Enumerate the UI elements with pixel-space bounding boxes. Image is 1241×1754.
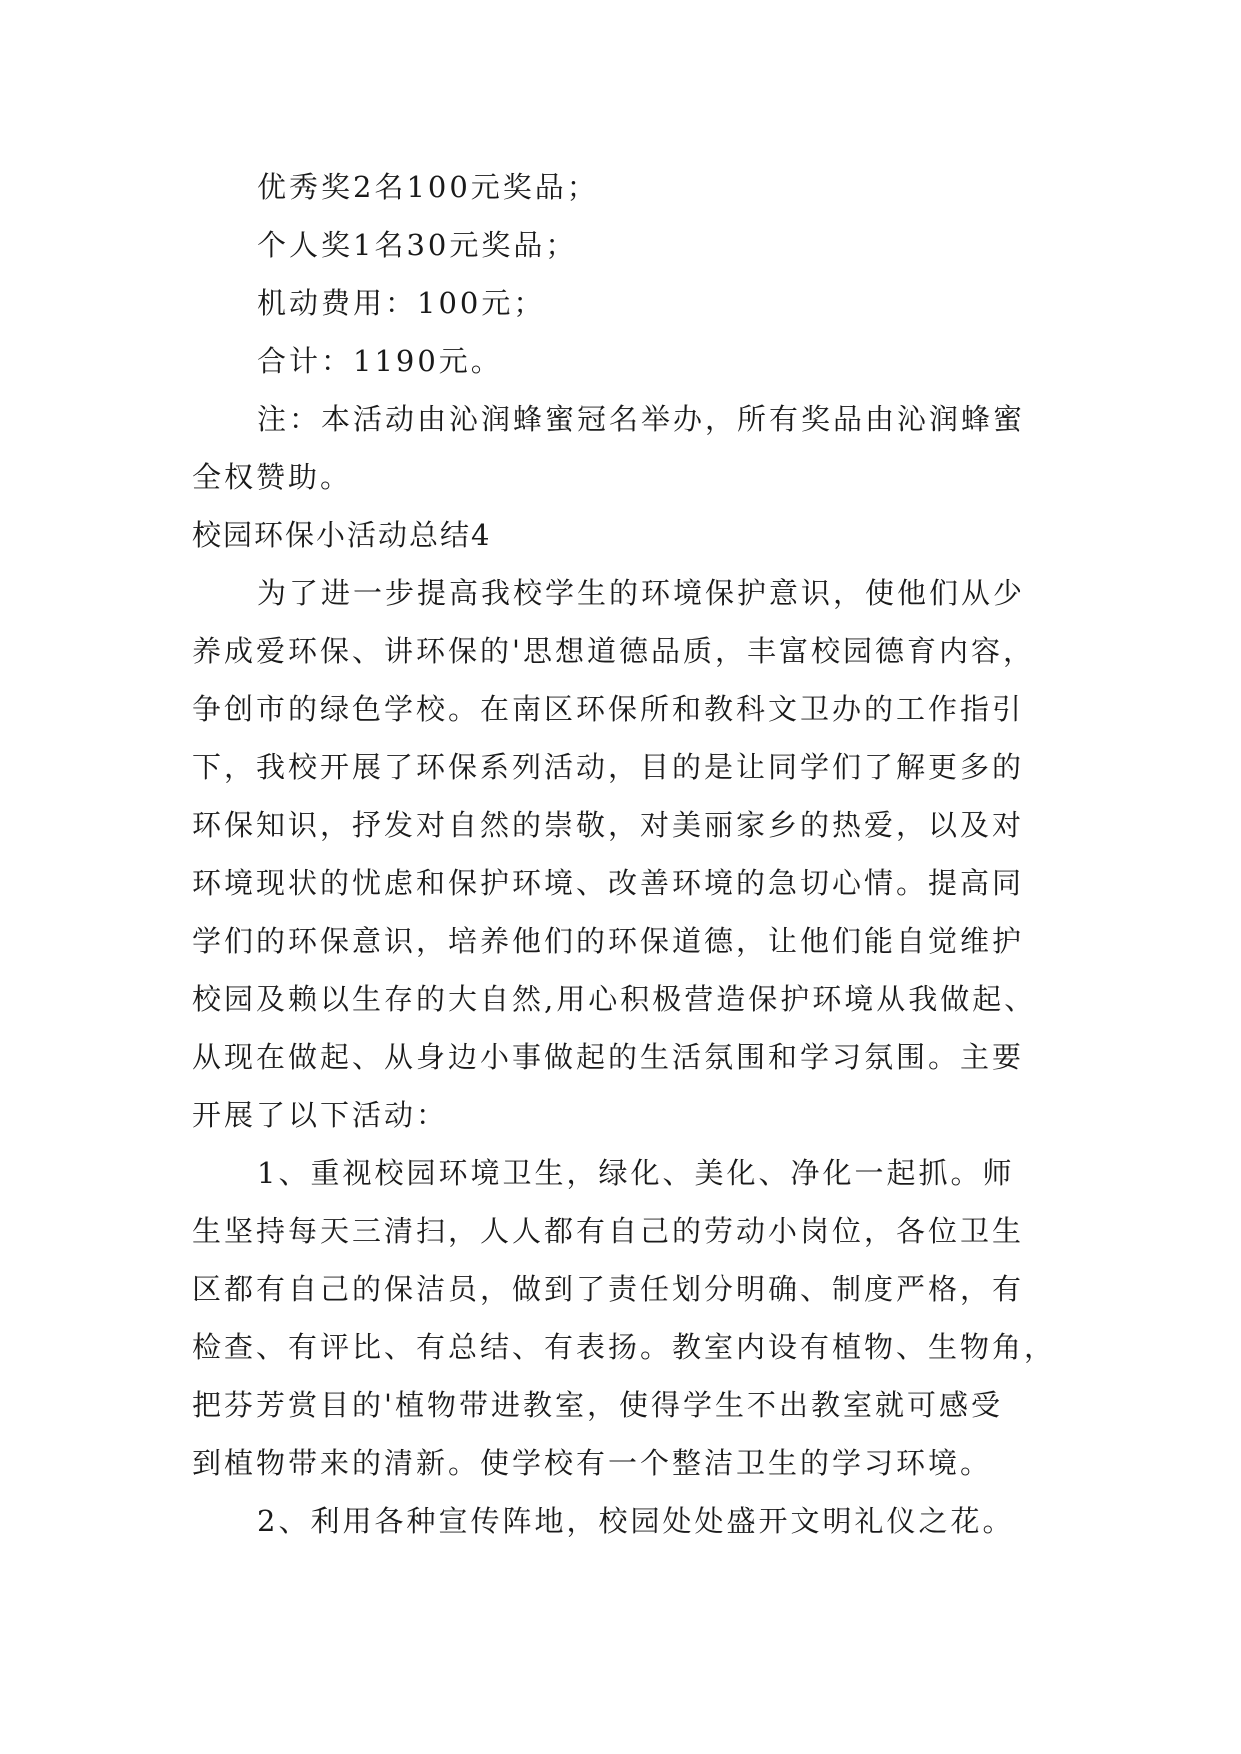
text-line: 养成爱环保、讲环保的'思想道德品质，丰富校园德育内容， [192,634,1035,668]
text-line: 争创市的绿色学校。在南区环保所和教科文卫办的工作指引 [192,692,1025,726]
document-body [192,158,1072,1550]
text-line: 2、利用各种宣传阵地，校园处处盛开文明礼仪之花。 [257,1504,1015,1538]
text-line: 下，我校开展了环保系列活动，目的是让同学们了解更多的 [192,750,1025,784]
text-line: 机动费用：100元； [257,286,546,320]
text-line: 合计：1190元。 [257,344,503,378]
text-line: 检查、有评比、有总结、有表扬。教室内设有植物、生物角， [192,1330,1057,1364]
text-line: 环境现状的忧虑和保护环境、改善环境的急切心情。提高同 [192,866,1025,900]
text-line: 个人奖1名30元奖品； [257,228,578,262]
text-line: 环保知识，抒发对自然的崇敬，对美丽家乡的热爱，以及对 [192,808,1025,842]
text-line: 生坚持每天三清扫，人人都有自己的劳动小岗位，各位卫生 [192,1214,1025,1248]
text-line: 全权赞助。 [192,460,353,494]
text-line: 区都有自己的保洁员，做到了责任划分明确、制度严格，有 [192,1272,1025,1306]
text-line: 为了进一步提高我校学生的环境保护意识，使他们从少 [257,576,1026,610]
text-line: 优秀奖2名100元奖品； [257,170,599,204]
section-heading: 校园环保小活动总结4 [192,518,492,552]
text-line: 把芬芳赏目的'植物带进教室，使得学生不出教室就可感受 [192,1388,1003,1422]
text-line: 注：本活动由沁润蜂蜜冠名举办，所有奖品由沁润蜂蜜 [257,402,1026,436]
text-line: 校园及赖以生存的大自然,用心积极营造保护环境从我做起、 [192,982,1037,1016]
text-line: 1、重视校园环境卫生，绿化、美化、净化一起抓。师 [257,1156,1015,1190]
text-line: 到植物带来的清新。使学校有一个整洁卫生的学习环境。 [192,1446,993,1480]
text-line: 从现在做起、从身边小事做起的生活氛围和学习氛围。主要 [192,1040,1025,1074]
text-line: 开展了以下活动： [192,1098,449,1132]
text-line: 学们的环保意识，培养他们的环保道德，让他们能自觉维护 [192,924,1025,958]
